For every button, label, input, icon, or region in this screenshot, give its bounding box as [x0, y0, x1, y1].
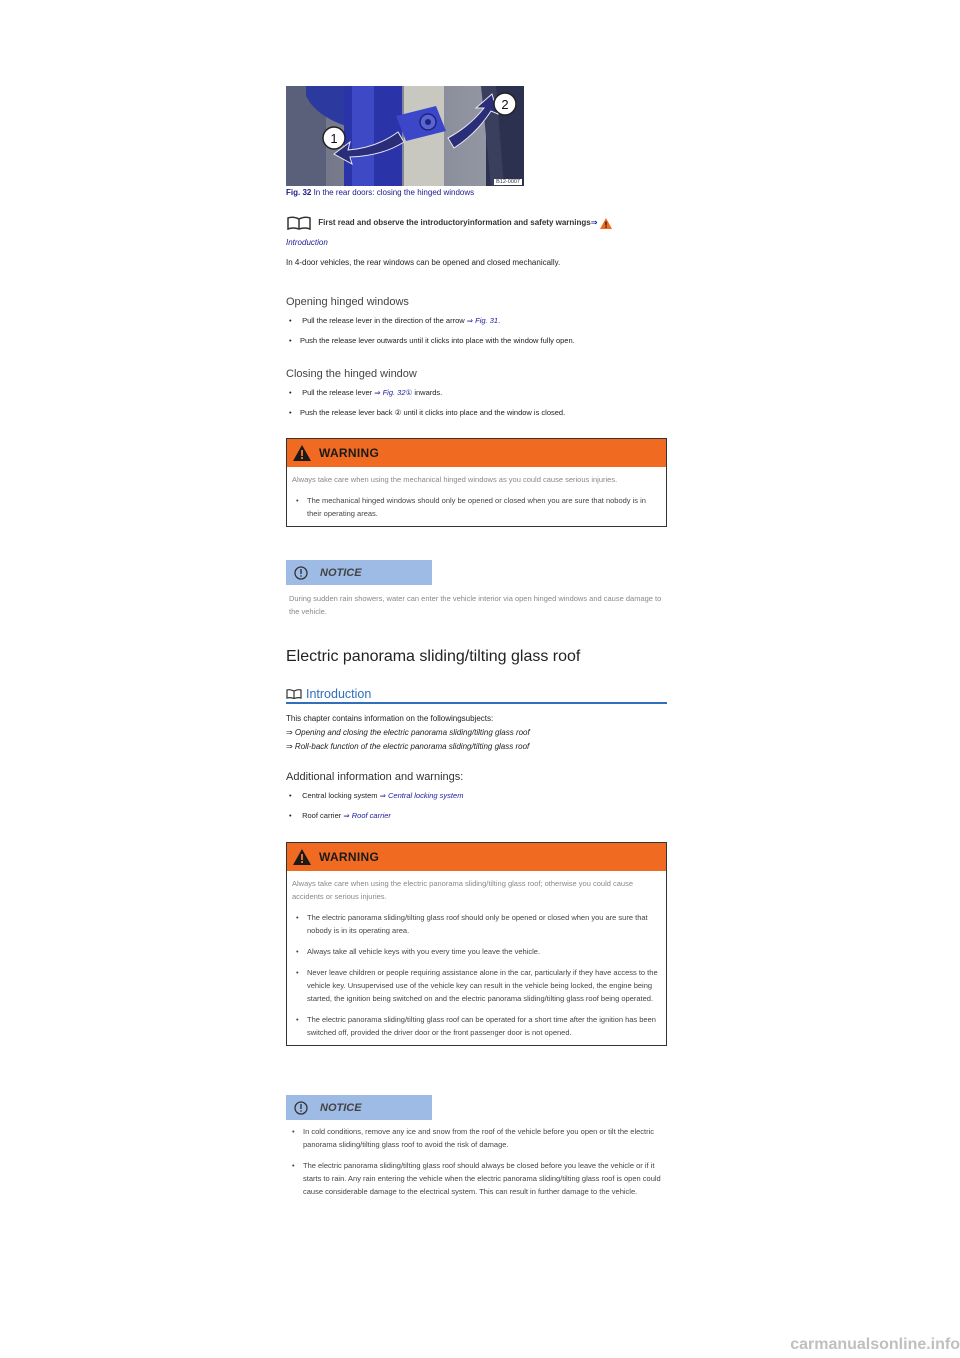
opening-item-2: • Push the release lever outwards until it clicks into place with the window fully open. [289, 336, 575, 345]
warning-title: WARNING [319, 446, 380, 460]
intro-paragraph: In 4-door vehicles, the rear windows can be opened and closed mechanically. [286, 258, 561, 267]
notice-title: NOTICE [320, 566, 362, 579]
warning-box-hinged-windows [286, 438, 667, 527]
notice-bullets [289, 1125, 665, 1206]
central-locking-link[interactable]: ⇒ Central locking system [379, 791, 464, 800]
exclamation-circle-icon [294, 566, 308, 580]
warning-bullet: • The electric panorama sliding/tilting glass roof can be operated for a short time after the ignition has been switched off, provided the driver door or the front passenger door is not opened. [292, 1013, 660, 1039]
warning-box-roof [286, 842, 667, 1046]
exclamation-circle-icon [294, 1101, 308, 1115]
closing-heading: Closing the hinged window [286, 368, 417, 380]
additional-item-1: • Central locking system ⇒ Central locking system [289, 791, 463, 800]
figure-code: B12-0007 [496, 179, 520, 185]
callout-2-label: 2 [501, 97, 509, 112]
warning-bullet: • Never leave children or people requiring assistance alone in the car, particularly if they have access to the vehicle key. Unsupervised use of the vehicle key can result in the vehicle being locked, the engine being started, the ignition being switched on and the electric panorama sliding/tilting glass roof being operated. [292, 966, 660, 1005]
warning-header [287, 439, 666, 467]
book-icon [286, 216, 312, 230]
notice-title: NOTICE [320, 1101, 362, 1114]
notice-bullet: • The electric panorama sliding/tilting glass roof should always be closed before you leave the vehicle or if it starts to rain. Any rain entering the vehicle when the electric panorama sliding/tilting glass roof is open could cause considerable damage to the electrical system. This can result in further damage to the vehicle. [289, 1159, 665, 1198]
callout-1-label: 1 [330, 131, 338, 146]
figure-hinged-window [286, 86, 524, 186]
read-first-notice [286, 216, 667, 230]
notice-header [286, 1095, 432, 1120]
roof-carrier-link[interactable]: ⇒ Roof carrier [343, 811, 391, 820]
warning-bullet: • The electric panorama sliding/tilting glass roof should only be opened or closed when you are sure that nobody is in its operating area. [292, 911, 660, 937]
introduction-link[interactable]: Introduction [286, 238, 328, 247]
warning-triangle-icon [293, 445, 311, 461]
section-title: Electric panorama sliding/tilting glass roof [286, 648, 581, 665]
notice-header [286, 560, 432, 585]
read-first-text: First read and observe the introductoryinformation and safety warnings [318, 218, 591, 228]
introduction-heading: Introduction [286, 686, 667, 704]
notice-bullet: • In cold conditions, remove any ice and snow from the roof of the vehicle before you open or tilt the electric panorama sliding/tilting glass roof to avoid the risk of damage. [289, 1125, 665, 1151]
warning-triangle-icon [600, 218, 612, 229]
additional-heading: Additional information and warnings: [286, 771, 464, 783]
read-first-arrow: ⇒ [590, 218, 598, 228]
opening-heading: Opening hinged windows [286, 296, 409, 308]
watermark-footer: carmanualsonline.info [790, 1336, 960, 1353]
warning-header [287, 843, 666, 871]
opening-item-1: • Pull the release lever in the direction of the arrow ⇒ Fig. 31. [289, 316, 500, 325]
fig32-link[interactable]: ⇒ Fig. 32① [374, 388, 413, 397]
warning-triangle-icon [293, 849, 311, 865]
closing-item-1: • Pull the release lever ⇒ Fig. 32① inwards. [289, 388, 442, 397]
warning-title: WARNING [319, 850, 380, 864]
rollback-function-link[interactable]: ⇒ Roll-back function of the electric panorama sliding/tilting glass roof [286, 742, 530, 751]
hinged-window-illustration [286, 86, 524, 186]
figure-number: Fig. 32 [286, 188, 312, 197]
notice-text: During sudden rain showers, water can enter the vehicle interior via open hinged windows and cause damage to the vehicle. [289, 594, 662, 616]
figure-caption [286, 188, 474, 197]
additional-item-2: • Roof carrier ⇒ Roof carrier [289, 811, 391, 820]
warning-bullet: • Always take all vehicle keys with you every time you leave the vehicle. [292, 945, 660, 958]
closing-item-2: • Push the release lever back ② until it clicks into place and the window is closed. [289, 408, 565, 417]
fig31-link[interactable]: ⇒ Fig. 31 [466, 316, 499, 325]
figure-caption-text: In the rear doors: closing the hinged windows [313, 188, 475, 197]
warning-intro: Always take care when using the mechanical hinged windows as you could cause serious injuries. [292, 475, 618, 484]
warning-bullet: • The mechanical hinged windows should only be opened or closed when you are sure that nobody is in their operating areas. [292, 494, 660, 520]
chapter-lead: This chapter contains information on the followingsubjects: [286, 714, 494, 723]
book-icon [286, 689, 302, 699]
opening-closing-roof-link[interactable]: ⇒ Opening and closing the electric panorama sliding/tilting glass roof [286, 728, 530, 737]
warning-intro: Always take care when using the electric panorama sliding/tilting glass roof; otherwise you could cause accidents or serious injuries. [292, 879, 634, 901]
